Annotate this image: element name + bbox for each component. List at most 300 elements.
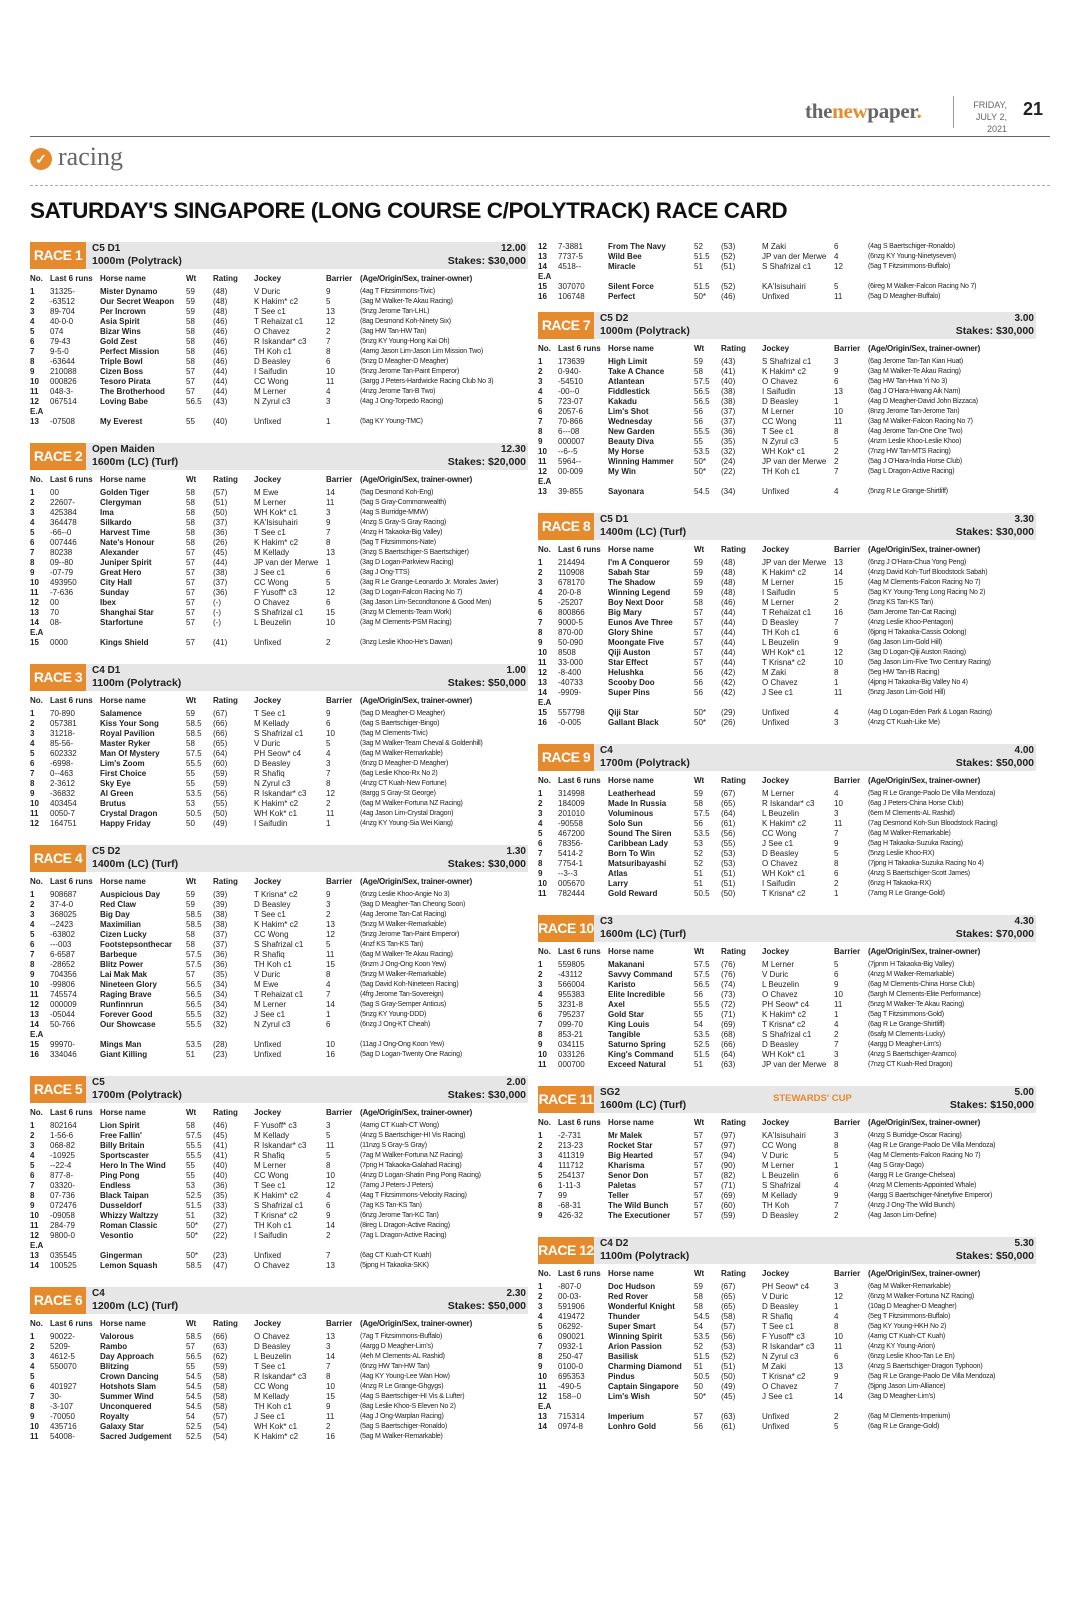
table-row <box>538 457 1036 467</box>
rating: (34) <box>213 980 228 989</box>
race-badge: RACE 2 <box>30 443 86 470</box>
column-header: Horse name <box>100 1319 146 1328</box>
table-row <box>30 1402 528 1412</box>
weight: 50.5 <box>186 809 202 818</box>
race-class: C4 <box>92 1288 105 1299</box>
race-distance: 1000m (Polytrack) <box>92 255 182 267</box>
runner-number: 15 <box>30 638 39 647</box>
race-distance: 1600m (LC) (Turf) <box>600 928 687 940</box>
trainer-owner: (4ag KY Young-Lee Wan How) <box>360 1373 450 1380</box>
jockey: M Kellady <box>254 719 290 728</box>
race-time: 1.30 <box>506 846 526 857</box>
barrier: 3 <box>834 718 839 727</box>
column-headers <box>538 947 1036 957</box>
race-header <box>538 744 1036 771</box>
column-header: No. <box>30 696 43 705</box>
last-six-runs: -7-636 <box>50 588 74 597</box>
last-six-runs: 7754-1 <box>558 859 583 868</box>
last-six-runs: 3231-8 <box>558 1000 583 1009</box>
runner-number: 7 <box>538 417 543 426</box>
trainer-owner: (3ag D Logan-Parkview Racing) <box>360 559 454 566</box>
jockey: S Shafrizal c1 <box>762 262 812 271</box>
table-row <box>538 1181 1036 1191</box>
runner-number: 3 <box>30 307 35 316</box>
jockey: O Chavez <box>762 990 798 999</box>
race-class: Open Maiden <box>92 444 155 455</box>
rating: (53) <box>721 859 736 868</box>
race-time: 12.00 <box>500 243 526 254</box>
weight: 53 <box>186 799 195 808</box>
column-header: Barrier <box>834 344 861 353</box>
trainer-owner: (4ag Jason Lim-Crystal Dragon) <box>360 810 454 817</box>
trainer-owner: (4argg R Le Grange-Chelsea) <box>868 1172 956 1179</box>
table-row <box>538 990 1036 1000</box>
barrier: 1 <box>834 1302 839 1311</box>
last-six-runs: 704356 <box>50 970 77 979</box>
barrier: 5 <box>834 1151 839 1160</box>
last-six-runs: -10925 <box>50 1151 75 1160</box>
weight: 52 <box>694 1342 703 1351</box>
horse-name: Pindus <box>608 1372 635 1381</box>
runner-number: 13 <box>30 608 39 617</box>
rating: (59) <box>213 769 228 778</box>
jockey: Unfixed <box>762 708 790 717</box>
jockey: T Krisna* c2 <box>762 1020 806 1029</box>
race-header <box>30 1076 528 1103</box>
barrier: 5 <box>834 282 839 291</box>
trainer-owner: (4ag Jerome Tan-Cat Racing) <box>360 911 447 918</box>
table-row <box>30 1342 528 1352</box>
weight: 58 <box>186 739 195 748</box>
jockey: T See c1 <box>254 307 286 316</box>
horse-name: Silent Force <box>608 282 654 291</box>
trainer-owner: (6safg M Clements-Lucky) <box>868 1031 945 1038</box>
jockey: R Iskandar* c3 <box>254 337 307 346</box>
trainer-owner: (6nzg J Ong-KT Cheah) <box>360 1021 430 1028</box>
runner-number: 14 <box>538 688 547 697</box>
rating: (32) <box>721 447 736 456</box>
horse-name: Beauty Diva <box>608 437 654 446</box>
last-six-runs: -490-5 <box>558 1382 582 1391</box>
column-header: No. <box>30 475 43 484</box>
jockey: F Yusoff* c3 <box>254 1121 297 1130</box>
last-six-runs: 22607- <box>50 498 75 507</box>
rating: (54) <box>213 1432 228 1441</box>
runner-number: 8 <box>30 558 35 567</box>
weight: 51.5 <box>694 1352 710 1361</box>
horse-name: Whizzy Waltzzy <box>100 1211 159 1220</box>
table-row <box>30 749 528 759</box>
weight: 58 <box>186 357 195 366</box>
barrier: 3 <box>326 1342 331 1351</box>
race-stakes: Stakes: $20,000 <box>447 456 526 468</box>
rating: (53) <box>721 849 736 858</box>
column-headers <box>30 475 528 485</box>
last-six-runs: ---003 <box>50 940 72 949</box>
jockey: KA'Isisuhairi <box>762 282 806 291</box>
last-six-runs: 005670 <box>558 879 585 888</box>
horse-name: Summer Wind <box>100 1392 154 1401</box>
column-header: Last 6 runs <box>558 1118 601 1127</box>
rating: (38) <box>721 387 736 396</box>
barrier: 1 <box>326 1010 331 1019</box>
race-header <box>538 513 1036 540</box>
race-badge: RACE 9 <box>538 744 594 771</box>
runner-number: 11 <box>30 809 39 818</box>
column-header: Last 6 runs <box>558 947 601 956</box>
runner-number: 8 <box>538 427 543 436</box>
race-distance: 1700m (Polytrack) <box>92 1089 182 1101</box>
trainer-owner: (3ag D Meagher-Lim's) <box>868 1393 936 1400</box>
runner-number: 12 <box>30 598 39 607</box>
horse-name: Cizen Lucky <box>100 930 147 939</box>
runner-number: 12 <box>538 1392 547 1401</box>
jockey: D Beasley <box>254 759 291 768</box>
table-row <box>30 598 528 608</box>
rating: (52) <box>721 282 736 291</box>
table-row <box>538 618 1036 628</box>
table-row <box>538 1201 1036 1211</box>
last-six-runs: 164751 <box>50 819 77 828</box>
horse-name: I'm A Conqueror <box>608 558 670 567</box>
race-badge: RACE 3 <box>30 664 86 691</box>
last-six-runs: 364478 <box>50 518 77 527</box>
rating: (71) <box>721 1181 736 1190</box>
last-six-runs: 557798 <box>558 708 585 717</box>
rating: (35) <box>721 437 736 446</box>
barrier: 7 <box>326 1362 331 1371</box>
barrier: 2 <box>834 879 839 888</box>
race-distance: 1700m (Polytrack) <box>600 757 690 769</box>
horse-name: Maximilian <box>100 920 141 929</box>
weight: 53.5 <box>694 829 710 838</box>
runner-number: 11 <box>30 1221 39 1230</box>
horse-name: Alexander <box>100 548 139 557</box>
last-six-runs: -36832 <box>50 789 75 798</box>
trainer-owner: (6nzg J O'Hara-Chua Yong Peng) <box>868 559 967 566</box>
table-row <box>30 1131 528 1141</box>
trainer-owner: (7nzg HW Tan-MTS Racing) <box>868 448 951 455</box>
horse-name: My Everest <box>100 417 143 426</box>
weight: 55.5 <box>186 759 202 768</box>
last-six-runs: 33-000 <box>558 658 583 667</box>
rating: (61) <box>721 819 736 828</box>
column-header: Horse name <box>100 274 146 283</box>
race-class: C5 D1 <box>92 243 121 254</box>
rating: (37) <box>213 940 228 949</box>
barrier: 13 <box>326 548 335 557</box>
horse-name: Exceed Natural <box>608 1060 666 1069</box>
runner-number: 6 <box>538 839 543 848</box>
weight: 56.5 <box>186 1000 202 1009</box>
trainer-owner: (4amg CT Kuah-CT Kuah) <box>868 1333 946 1340</box>
last-six-runs: 254137 <box>558 1171 585 1180</box>
last-six-runs: 795237 <box>558 1010 585 1019</box>
trainer-owner: (6ag S Baertschiger-Bingo) <box>360 720 440 727</box>
horse-name: Captain Singapore <box>608 1382 679 1391</box>
last-six-runs: 85-56- <box>50 739 74 748</box>
jockey: D Beasley <box>762 1302 799 1311</box>
weight: 57 <box>694 1131 703 1140</box>
horse-name: The Executioner <box>608 1211 671 1220</box>
last-six-runs: 000700 <box>558 1060 585 1069</box>
barrier: 4 <box>834 252 839 261</box>
rating: (59) <box>213 779 228 788</box>
jockey: V Duric <box>762 1151 789 1160</box>
runner-number: 6 <box>30 337 35 346</box>
column-header: Wt <box>694 344 705 353</box>
table-row <box>30 960 528 970</box>
rating: (26) <box>213 538 228 547</box>
column-header: Barrier <box>834 776 861 785</box>
barrier: 11 <box>834 819 843 828</box>
column-header: Rating <box>721 545 746 554</box>
barrier: 9 <box>326 287 331 296</box>
trainer-owner: (6nzg D Meagher-D Meagher) <box>360 760 449 767</box>
horse-name: Savvy Command <box>608 970 673 979</box>
trainer-owner: (5ag D Meagher-Buffalo) <box>868 293 941 300</box>
rating: (44) <box>721 618 736 627</box>
last-six-runs: 0050-7 <box>50 809 75 818</box>
rating: (57) <box>213 488 228 497</box>
last-six-runs: 6-6587 <box>50 950 75 959</box>
horse-name: Hotshots Slam <box>100 1382 157 1391</box>
last-six-runs: 00 <box>50 488 59 497</box>
trainer-owner: (4nzg H Takaoka-Big Valley) <box>360 529 443 536</box>
runner-number: 13 <box>538 252 547 261</box>
trainer-owner: (8ag Leslie Khoo-S Eleven No 2) <box>360 1403 456 1410</box>
last-six-runs: 000009 <box>50 1000 77 1009</box>
horse-name: Miracle <box>608 262 636 271</box>
weight: 59 <box>694 1282 703 1291</box>
barrier: 1 <box>834 397 839 406</box>
trainer-owner: (6ag M Walker-Fortuna NZ Racing) <box>360 800 463 807</box>
trainer-owner: (3ag Jason Lim-Secondtonone & Good Men) <box>360 599 492 606</box>
rating: (37) <box>721 417 736 426</box>
runner-number: 6 <box>30 940 35 949</box>
column-header: No. <box>30 1319 43 1328</box>
column-headers <box>538 1118 1036 1128</box>
rating: (65) <box>721 1302 736 1311</box>
horse-name: Elite Incredible <box>608 990 665 999</box>
horse-name: Crystal Dragon <box>100 809 158 818</box>
jockey: T Krisna* c2 <box>254 890 298 899</box>
trainer-owner: (9ag D Meagher-Tan Cheong Soon) <box>360 901 466 908</box>
runner-number: 7 <box>30 548 35 557</box>
last-six-runs: -3-107 <box>50 1402 74 1411</box>
column-header: (Age/Origin/Sex, trainer-owner) <box>868 344 981 353</box>
runner-number: 16 <box>538 292 547 301</box>
horse-name: Moongate Five <box>608 638 665 647</box>
runner-number: 11 <box>30 1432 39 1441</box>
weight: 53 <box>186 1181 195 1190</box>
trainer-owner: (5eg HW Tan-IB Racing) <box>868 669 940 676</box>
jockey: TH Koh <box>762 1201 790 1210</box>
last-six-runs: 307070 <box>558 282 585 291</box>
table-row <box>30 367 528 377</box>
horse-name: Roman Classic <box>100 1221 158 1230</box>
runner-number: 9 <box>538 869 543 878</box>
runner-number: 2 <box>30 900 35 909</box>
table-row <box>30 940 528 950</box>
column-header: (Age/Origin/Sex, trainer-owner) <box>868 776 981 785</box>
rating: (97) <box>721 1141 736 1150</box>
weight: 50.5 <box>694 1372 710 1381</box>
rating: (65) <box>213 739 228 748</box>
runner-number: 15 <box>538 708 547 717</box>
trainer-owner: (4nzg KY Young-Sia Wei Kiang) <box>360 820 453 827</box>
rating: (54) <box>213 1422 228 1431</box>
jockey: K Hakim* c2 <box>762 819 807 828</box>
table-row <box>538 1342 1036 1352</box>
rating: (46) <box>721 292 736 301</box>
runner-number: 4 <box>538 588 543 597</box>
last-six-runs: 80238 <box>50 548 73 557</box>
runner-number: 1 <box>30 890 35 899</box>
jockey: T Rehaizat c1 <box>762 608 812 617</box>
jockey: T See c1 <box>762 1322 794 1331</box>
jockey: TH Koh c1 <box>254 960 292 969</box>
horse-name: Blitz Power <box>100 960 144 969</box>
jockey: S Shafrizal c1 <box>254 940 304 949</box>
table-row <box>538 668 1036 678</box>
barrier: 1 <box>326 558 331 567</box>
horse-name: Made In Russia <box>608 799 667 808</box>
weight: 50* <box>694 708 707 717</box>
last-six-runs: 37-4-0 <box>50 900 74 909</box>
column-header: Barrier <box>326 274 353 283</box>
runner-number: 3 <box>538 578 543 587</box>
barrier: 7 <box>834 1382 839 1391</box>
weight: 55 <box>186 769 195 778</box>
rating: (39) <box>213 900 228 909</box>
table-row <box>30 769 528 779</box>
jockey: T Krisna* c2 <box>762 1372 806 1381</box>
trainer-owner: (4amg CT Kuah-CT Wong) <box>360 1122 439 1129</box>
weight: 52 <box>694 849 703 858</box>
last-six-runs: 007446 <box>50 538 77 547</box>
table-row <box>538 849 1036 859</box>
trainer-owner: (4nzf KS Tan-KS Tan) <box>360 941 424 948</box>
column-header: Rating <box>721 947 746 956</box>
runner-number: 9 <box>30 367 35 376</box>
runner-number: 8 <box>30 1191 35 1200</box>
runner-number: 3 <box>538 1302 543 1311</box>
trainer-owner: (7ag KS Tan-KS Tan) <box>360 1202 422 1209</box>
rating: (63) <box>213 1342 228 1351</box>
weight: 58.5 <box>186 910 202 919</box>
last-six-runs: 368025 <box>50 910 77 919</box>
race-distance: 1200m (LC) (Turf) <box>92 1300 179 1312</box>
rating: (49) <box>721 1382 736 1391</box>
runner-number: 7 <box>538 849 543 858</box>
jockey: I Saifudin <box>762 387 796 396</box>
jockey: Unfixed <box>254 1040 282 1049</box>
jockey: O Chavez <box>762 678 798 687</box>
race-card <box>30 845 528 1060</box>
rating: (46) <box>213 327 228 336</box>
last-six-runs: 602332 <box>50 749 77 758</box>
race-stakes: Stakes: $50,000 <box>447 1300 526 1312</box>
last-six-runs: 411319 <box>558 1151 585 1160</box>
column-headers <box>538 344 1036 354</box>
column-header: No. <box>538 344 551 353</box>
jockey: J See c1 <box>762 839 794 848</box>
runner-number: 7 <box>538 1342 543 1351</box>
jockey: K Hakim* c2 <box>254 1191 299 1200</box>
table-row <box>538 357 1036 367</box>
rating: (44) <box>721 638 736 647</box>
runner-number: 12 <box>30 1231 39 1240</box>
rating: (36) <box>213 528 228 537</box>
runner-number: 10 <box>30 578 39 587</box>
barrier: 13 <box>326 920 335 929</box>
table-row <box>30 1181 528 1191</box>
barrier: 7 <box>834 1040 839 1049</box>
runner-number: 3 <box>30 910 35 919</box>
runner-number: 10 <box>30 799 39 808</box>
horse-name: Perfect <box>608 292 636 301</box>
trainer-owner: (6nzg M Walker-Fortuna NZ Racing) <box>868 1293 974 1300</box>
weight: 50* <box>694 1392 707 1401</box>
race-stakes: Stakes: $50,000 <box>955 757 1034 769</box>
jockey: D Beasley <box>762 618 799 627</box>
weight: 59 <box>694 357 703 366</box>
runner-number: 6 <box>538 1010 543 1019</box>
trainer-owner: (5ag M Clements-Tivic) <box>360 730 428 737</box>
jockey: TH Koh c1 <box>762 467 800 476</box>
race-card-continued <box>538 242 1036 302</box>
table-row <box>30 729 528 739</box>
weight: 54.5 <box>694 487 710 496</box>
weight: 59 <box>186 890 195 899</box>
weight: 57 <box>186 588 195 597</box>
table-row <box>30 1362 528 1372</box>
column-header: Barrier <box>834 947 861 956</box>
barrier: 4 <box>834 1020 839 1029</box>
race-distance: 1400m (LC) (Turf) <box>600 526 687 538</box>
rating: (23) <box>213 1050 228 1059</box>
race-card <box>538 1086 1036 1221</box>
column-header: Wt <box>186 475 197 484</box>
column-header: Wt <box>694 1118 705 1127</box>
barrier: 11 <box>834 417 843 426</box>
table-row <box>30 1191 528 1201</box>
weight: 57 <box>694 1171 703 1180</box>
horse-name: Our Secret Weapon <box>100 297 175 306</box>
barrier: 8 <box>326 1372 331 1381</box>
jockey: R Iskandar* c3 <box>762 799 815 808</box>
weight: 57 <box>694 648 703 657</box>
rating: (46) <box>213 1121 228 1130</box>
weight: 56 <box>694 688 703 697</box>
weight: 59 <box>186 287 195 296</box>
runner-number: 6 <box>538 608 543 617</box>
barrier: 8 <box>834 1141 839 1150</box>
runner-number: 5 <box>538 397 543 406</box>
table-row <box>30 518 528 528</box>
barrier: 8 <box>834 859 839 868</box>
horse-name: Valorous <box>100 1332 134 1341</box>
race-class: C5 D2 <box>92 846 121 857</box>
weight: 57 <box>186 387 195 396</box>
weight: 56.5 <box>694 980 710 989</box>
race-class: C4 D2 <box>600 1238 629 1249</box>
race-header <box>538 312 1036 339</box>
weight: 57 <box>186 598 195 607</box>
weight: 58 <box>186 930 195 939</box>
weight: 54.5 <box>186 1372 202 1381</box>
